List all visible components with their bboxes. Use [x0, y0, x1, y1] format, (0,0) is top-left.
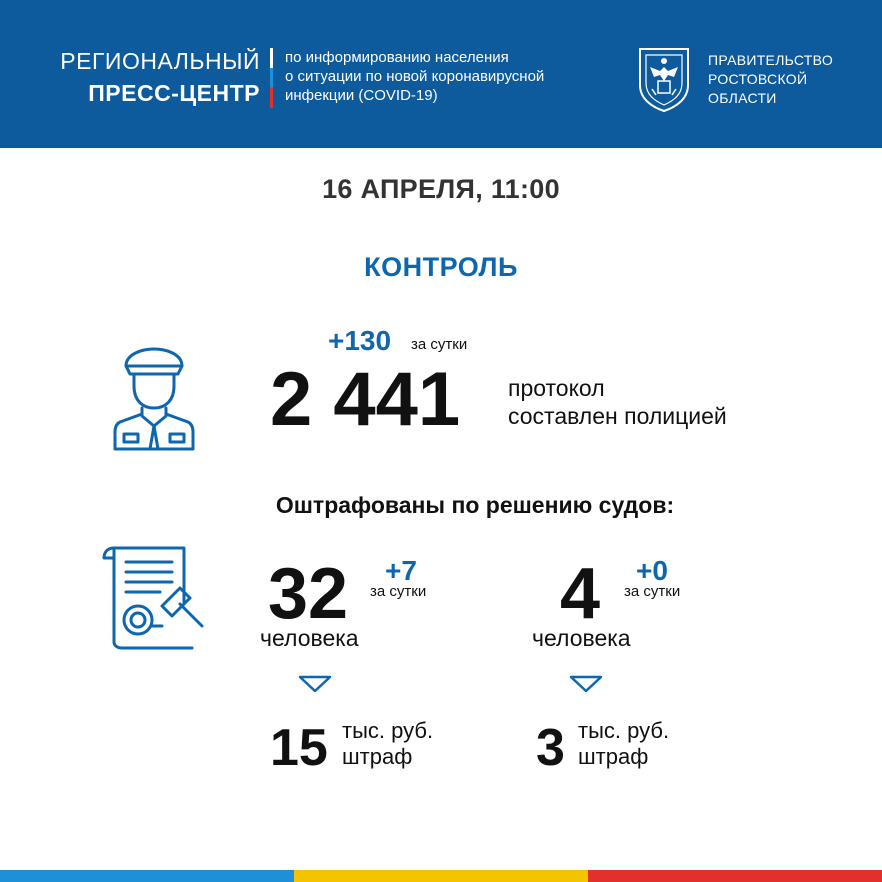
fined-left-delta: +7	[385, 555, 417, 586]
fined-left-value: 32	[268, 554, 349, 634]
protocols-desc-2: составлен полицией	[508, 403, 727, 429]
tagline-line-2: о ситуации по новой коронавирусной	[285, 68, 545, 85]
tricolor-divider	[270, 48, 273, 108]
fine-right-unit-2: штраф	[578, 744, 649, 769]
header-banner	[0, 0, 882, 148]
footer-tricolor-stripe	[0, 870, 882, 882]
fine-right-unit-1: тыс. руб.	[578, 718, 670, 743]
coat-of-arms-icon	[636, 45, 692, 113]
fine-left-unit-1: тыс. руб.	[342, 718, 434, 743]
tagline-line-3: инфекции (COVID-19)	[285, 87, 438, 104]
gov-line-2: РОСТОВСКОЙ	[708, 71, 808, 87]
fined-right-value: 4	[560, 554, 601, 634]
police-officer-icon	[112, 346, 196, 452]
fined-left-unit: человека	[260, 625, 359, 651]
brand-bottom: ПРЕСС-ЦЕНТР	[88, 80, 260, 106]
fined-right-unit: человека	[532, 625, 631, 651]
brand-top: РЕГИОНАЛЬНЫЙ	[60, 48, 260, 74]
fine-right-value: 3	[536, 719, 565, 777]
fined-right-delta: +0	[636, 555, 668, 586]
protocols-value: 2 441	[270, 357, 461, 442]
footer-stripe-blue	[0, 870, 294, 882]
gov-line-1: ПРАВИТЕЛЬСТВО	[708, 52, 834, 68]
chevron-down-icon	[569, 675, 603, 693]
fine-left-unit-2: штраф	[342, 744, 413, 769]
report-date: 16 АПРЕЛЯ, 11:00	[322, 174, 560, 204]
protocols-delta: +130	[328, 325, 392, 356]
footer-stripe-red	[588, 870, 882, 882]
fined-title: Оштрафованы по решению судов:	[275, 492, 675, 518]
tagline-line-1: по информированию населения	[285, 49, 509, 66]
chevron-down-icon	[298, 675, 332, 693]
fined-right-per-day: за сутки	[624, 583, 681, 600]
protocols-per-day: за сутки	[411, 336, 468, 353]
court-document-gavel-icon	[100, 544, 208, 652]
protocols-desc-1: протокол	[508, 375, 605, 401]
fined-left-per-day: за сутки	[370, 583, 427, 600]
gov-line-3: ОБЛАСТИ	[708, 90, 777, 106]
tagline	[285, 48, 544, 105]
fine-left-value: 15	[270, 719, 328, 777]
section-title: КОНТРОЛЬ	[364, 252, 518, 282]
press-center-logo	[48, 48, 260, 107]
government-title	[708, 51, 833, 108]
footer-stripe-yellow	[294, 870, 588, 882]
